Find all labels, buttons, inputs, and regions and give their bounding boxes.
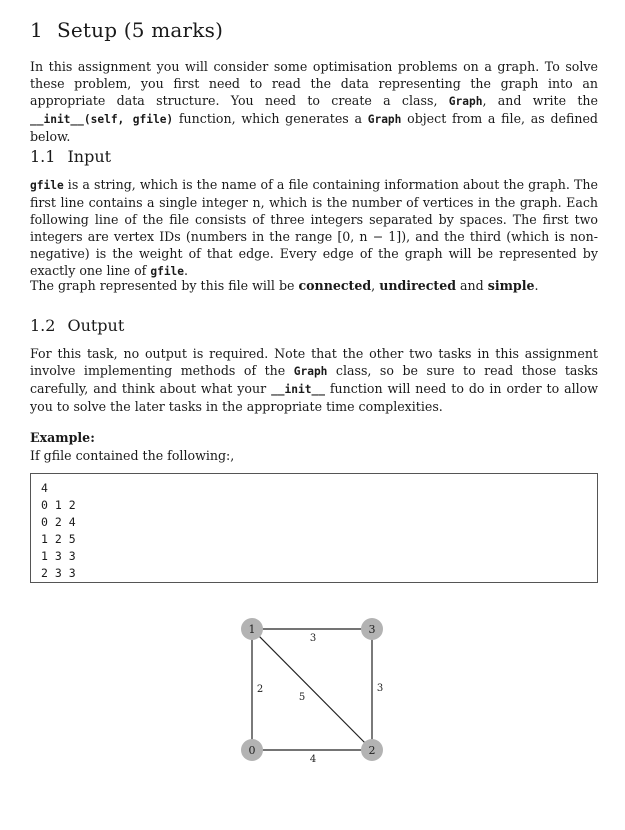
inline-code: gfile (150, 265, 185, 278)
graph-node-label: 1 (248, 623, 256, 636)
edge-weight-label: 2 (256, 684, 264, 695)
bold-term: connected (298, 278, 372, 293)
file-line: 4 (41, 481, 48, 495)
file-line: 2 3 3 (41, 566, 76, 580)
text-run: function will need to do in order to allow you to solve the later tasks in the appropriate time complexities. (30, 381, 599, 414)
graph-edge (252, 629, 372, 750)
input-title: Input (67, 147, 112, 166)
text-run: . (184, 263, 189, 278)
output-title: Output (67, 316, 125, 335)
text-run: class, so be sure to read those tasks carefully, and think about what your (30, 363, 598, 396)
inline-code: Graph (448, 95, 483, 108)
graph-node-label: 3 (368, 623, 376, 636)
file-line: 1 3 3 (41, 549, 76, 563)
text-run: In this assignment you will consider some optimisation problems on a graph. To solve these problem, you first need to read the data representing the graph into an appropriate data structure. You need to create a class, (30, 59, 598, 108)
graph-edges (252, 629, 372, 750)
inline-code: Graph (367, 113, 402, 126)
text-run: The graph represented by this file will be (30, 278, 299, 293)
example-intro: If gfile contained the following:, (30, 448, 235, 463)
text-run: object from a file, as defined below. (30, 111, 598, 144)
text-run: ), and the third (which is non-negative) is the weight of that edge. Every edge of the graph will be represented by exactly one line of (30, 229, 599, 278)
inline-code: __init__ (271, 383, 325, 396)
example-label: Example: (30, 430, 95, 445)
file-line: 1 2 5 (41, 532, 76, 546)
section-number: 1 (30, 18, 43, 42)
edge-weight-label: 3 (309, 633, 317, 644)
input-number: 1.1 (30, 147, 56, 166)
section-title: Setup (5 marks) (56, 18, 224, 42)
text-run: . (534, 278, 539, 293)
text-run: [0, n − 1] (337, 229, 402, 244)
text-run: n (252, 195, 261, 210)
graph-node-label: 0 (248, 744, 256, 757)
output-number: 1.2 (30, 316, 56, 335)
inline-code: Graph (293, 365, 328, 378)
text-run: and (456, 278, 488, 293)
file-line: 0 2 4 (41, 515, 76, 529)
inline-code: __init__(self, gfile) (30, 113, 174, 126)
bold-term: undirected (379, 278, 457, 293)
text-run: function, which generates a (173, 111, 368, 126)
text-run: , which is the number of vertices in the graph. Each following line of the file consists of three integers separated by spaces. The first two integers are vertex IDs (numbers in the range (30, 195, 599, 244)
text-run: , and write the (482, 93, 598, 108)
edge-weight-label: 5 (298, 692, 306, 703)
text-run: is a string, which is the name of a file containing information about the graph. The first line contains a single integer (30, 177, 598, 210)
edge-weight-label: 3 (376, 683, 384, 694)
bold-term: simple (487, 278, 535, 293)
text-run: , (371, 278, 380, 293)
edge-weight-label: 4 (309, 754, 317, 765)
graph-node-label: 2 (368, 744, 376, 757)
text-run: For this task, no output is required. Note that the other two tasks in this assignment involve implementing methods of the (30, 346, 598, 378)
inline-code: gfile (30, 179, 64, 192)
file-line: 0 1 2 (41, 498, 76, 512)
